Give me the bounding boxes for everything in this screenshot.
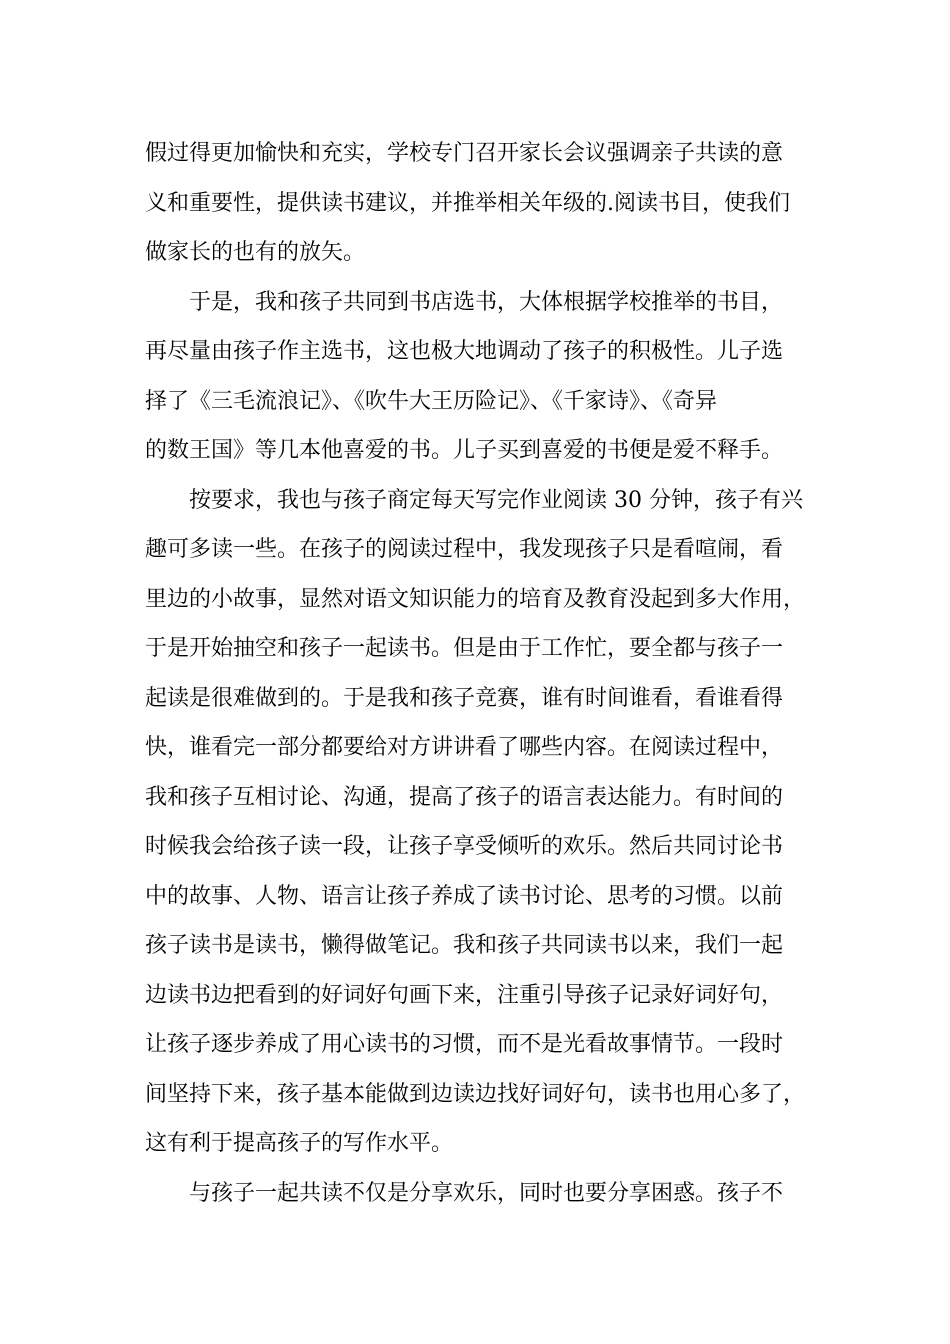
text-line: 我和孩子互相讨论、沟通，提高了孩子的语言表达能力。有时间的 [145, 784, 784, 810]
text-line: 孩子读书是读书，懒得做笔记。我和孩子共同读书以来，我们一起 [145, 933, 784, 958]
body-text [145, 129, 825, 1218]
paragraph-first-line: 于是，我和孩子共同到书店选书，大体根据学校推举的书目， [189, 289, 784, 315]
text-line: 择了《三毛流浪记》、《吹牛大王历险记》、《千家诗》、《奇异 [145, 388, 718, 414]
text-line: 里边的小故事，显然对语文知识能力的培育及教育没起到多大作用， [145, 586, 806, 612]
text-line: 再尽量由孩子作主选书，这也极大地调动了孩子的积极性。儿子选 [145, 339, 784, 364]
text-line: 这有利于提高孩子的写作水平。 [145, 1131, 454, 1156]
text-line: 做家长的也有的放矢。 [145, 240, 366, 265]
text-line: 义和重要性，提供读书建议，并推举相关年级的.阅读书目，使我们 [145, 190, 790, 216]
text-line: 趣可多读一些。在孩子的阅读过程中，我发现孩子只是看喧闹，看 [145, 537, 784, 562]
text-line: 间坚持下来，孩子基本能做到边读边找好词好句，读书也用心多了， [145, 1081, 806, 1107]
text-line: 让孩子逐步养成了用心读书的习惯，而不是光看故事情节。一段时 [145, 1032, 784, 1057]
text-line: 快，谁看完一部分都要给对方讲讲看了哪些内容。在阅读过程中， [145, 735, 784, 760]
paragraph-first-line: 按要求，我也与孩子商定每天写完作业阅读 30 分钟，孩子有兴 [189, 487, 803, 513]
text-line: 边读书边把看到的好词好句画下来，注重引导孩子记录好词好句， [145, 982, 784, 1008]
text-line: 时候我会给孩子读一段，让孩子享受倾听的欢乐。然后共同讨论书 [145, 834, 784, 859]
text-line: 于是开始抽空和孩子一起读书。但是由于工作忙，要全都与孩子一 [145, 636, 784, 661]
text-line: 起读是很难做到的。于是我和孩子竞赛，谁有时间谁看，看谁看得 [145, 685, 784, 711]
text-line: 假过得更加愉快和充实，学校专门召开家长会议强调亲子共读的意 [145, 141, 784, 166]
paragraph-first-line: 与孩子一起共读不仅是分享欢乐，同时也要分享困惑。孩子不 [189, 1180, 784, 1206]
text-line: 的数王国》等几本他喜爱的书。儿子买到喜爱的书便是爱不释手。 [145, 438, 784, 463]
text-line: 中的故事、人物、语言让孩子养成了读书讨论、思考的习惯。以前 [145, 883, 784, 909]
